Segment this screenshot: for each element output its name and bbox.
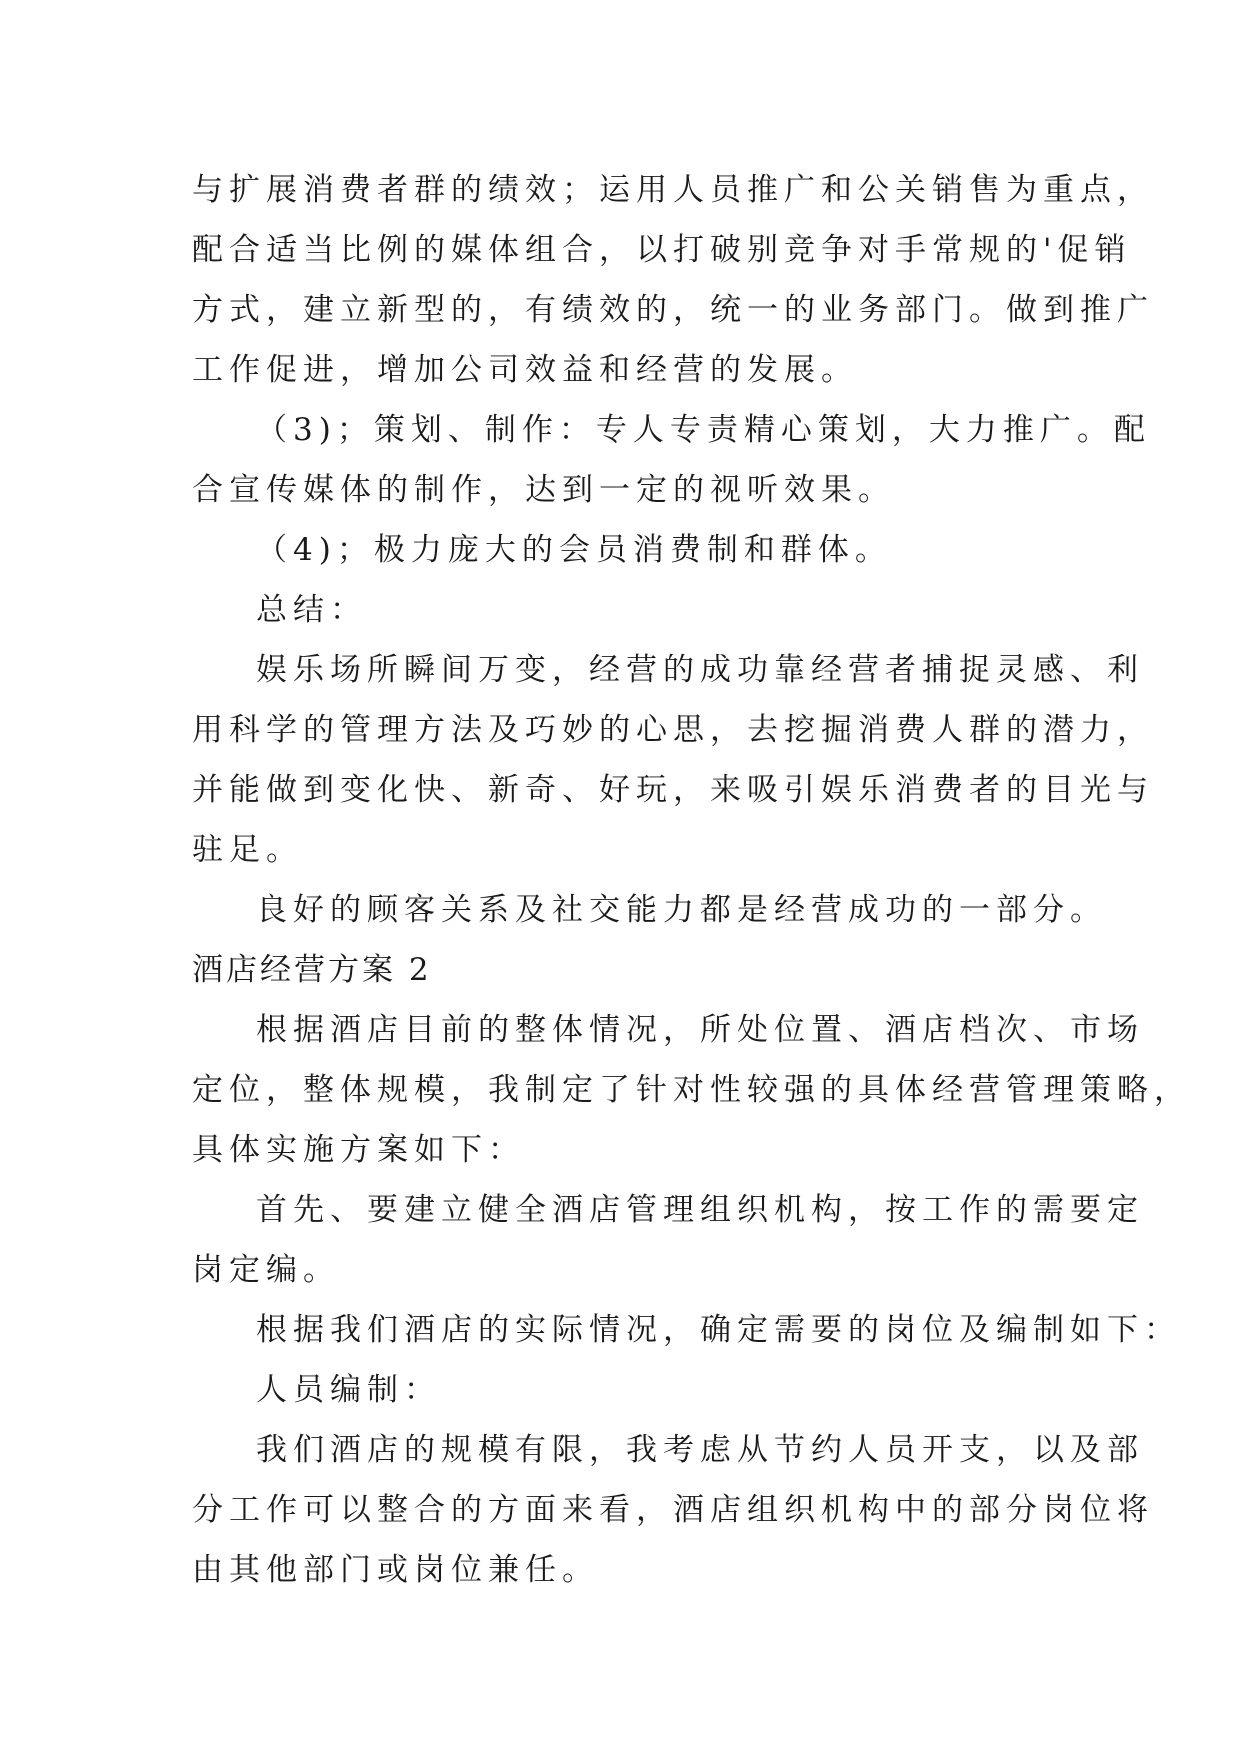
body-line: 驻足。 [192, 832, 303, 868]
body-line: 根据酒店目前的整体情况，所处位置、酒店档次、市场 [256, 1012, 1144, 1048]
body-line: 娱乐场所瞬间万变，经营的成功靠经营者捕捉灵感、利 [256, 652, 1144, 688]
body-line: 并能做到变化快、新奇、好玩，来吸引娱乐消费者的目光与 [192, 772, 1154, 808]
body-line: 具体实施方案如下： [192, 1132, 525, 1168]
body-line: 方式，建立新型的，有绩效的，统一的业务部门。做到推广 [192, 292, 1154, 328]
list-item-3: （3)；策划、制作：专人专责精心策划，大力推广。配 [256, 412, 1151, 448]
body-line: 用科学的管理方法及巧妙的心思，去挖掘消费人群的潜力， [192, 712, 1154, 748]
body-line: 由其他部门或岗位兼任。 [192, 1552, 599, 1588]
list-item-4: （4)；极力庞大的会员消费制和群体。 [256, 532, 892, 568]
body-line: 首先、要建立健全酒店管理组织机构，按工作的需要定 [256, 1192, 1144, 1228]
body-line: 配合适当比例的媒体组合，以打破别竞争对手常规的'促销 [192, 232, 1132, 268]
body-line: 岗定编。 [192, 1252, 340, 1288]
body-line: 分工作可以整合的方面来看，酒店组织机构中的部分岗位将 [192, 1492, 1154, 1528]
body-line: 合宣传媒体的制作，达到一定的视听效果。 [192, 472, 895, 508]
staffing-label: 人员编制： [256, 1372, 441, 1408]
body-line: 定位，整体规模，我制定了针对性较强的具体经营管理策略， [192, 1072, 1191, 1108]
body-line: 根据我们酒店的实际情况，确定需要的岗位及编制如下： [256, 1312, 1181, 1348]
section-heading: 酒店经营方案 2 [192, 952, 432, 988]
summary-label: 总结： [256, 592, 367, 628]
body-line: 与扩展消费者群的绩效；运用人员推广和公关销售为重点， [192, 172, 1154, 208]
body-line: 良好的顾客关系及社交能力都是经营成功的一部分。 [256, 892, 1107, 928]
document-body [192, 160, 1191, 1600]
body-line: 工作促进，增加公司效益和经营的发展。 [192, 352, 858, 388]
body-line: 我们酒店的规模有限，我考虑从节约人员开支，以及部 [256, 1432, 1144, 1468]
